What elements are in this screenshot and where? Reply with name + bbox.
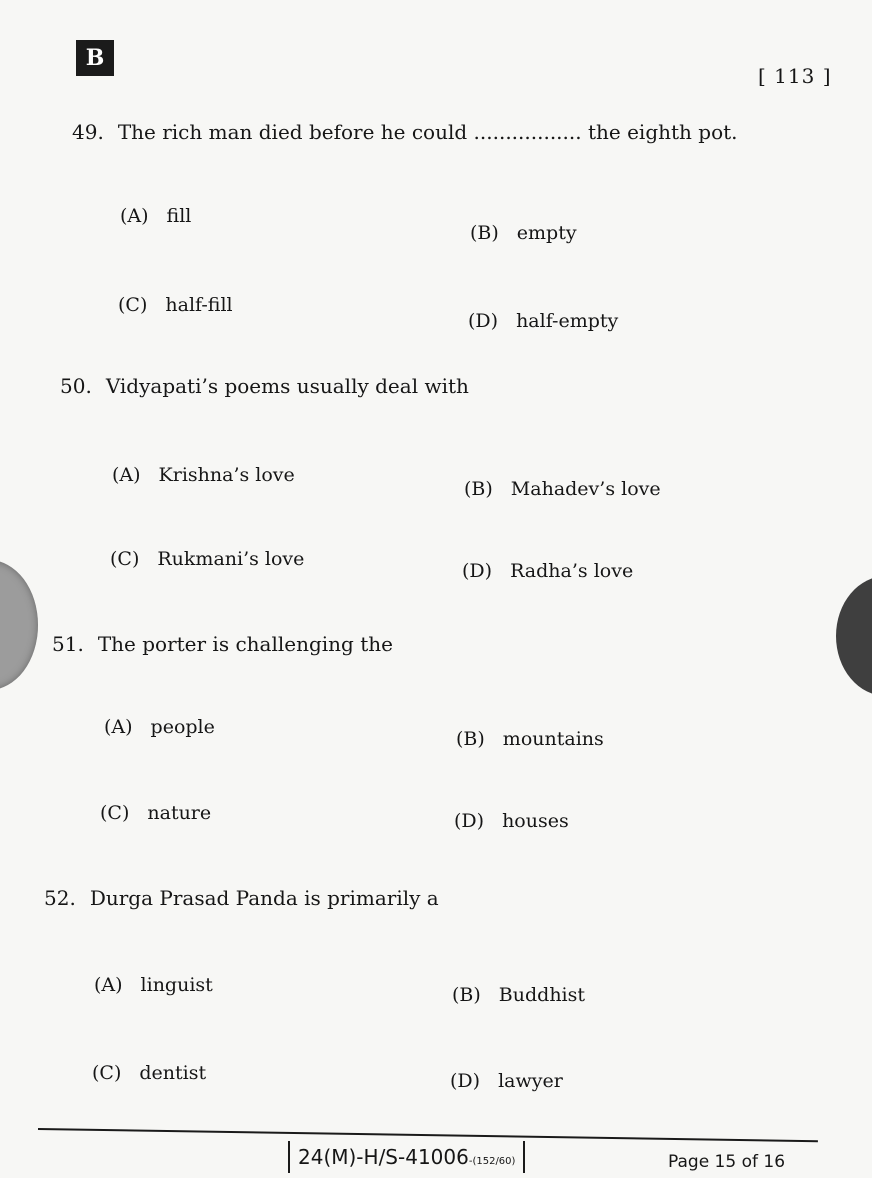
question-text: The porter is challenging the — [97, 632, 393, 656]
option-51-c: (C) nature — [100, 802, 212, 824]
option-51-b: (B) mountains — [456, 728, 604, 750]
option-50-a: (A) Krishna’s love — [112, 464, 295, 486]
option-49-d: (D) half-empty — [468, 310, 619, 332]
page-number: [ 113 ] — [758, 64, 832, 88]
option-52-c: (C) dentist — [92, 1062, 207, 1084]
question-text: The rich man died before he could ................. the eighth pot. — [117, 120, 738, 144]
question-number: 51. — [52, 632, 84, 656]
footer-page-number: Page 15 of 16 — [668, 1152, 786, 1172]
question-52 — [44, 886, 439, 910]
question-text: Vidyapati’s poems usually deal with — [105, 374, 469, 398]
set-badge: B — [76, 40, 114, 76]
punch-hole-left — [0, 560, 38, 690]
option-49-b: (B) empty — [470, 222, 577, 244]
punch-hole-right — [836, 576, 872, 696]
option-51-d: (D) houses — [454, 810, 569, 832]
question-number: 52. — [44, 886, 76, 910]
option-50-c: (C) Rukmani’s love — [110, 548, 305, 570]
option-51-a: (A) people — [104, 716, 215, 738]
paper-code: 24(M)-H/S-41006-(152/60) — [288, 1141, 525, 1173]
question-51 — [52, 632, 393, 656]
option-52-a: (A) linguist — [94, 974, 213, 996]
option-52-d: (D) lawyer — [450, 1070, 563, 1092]
question-number: 49. — [72, 120, 104, 144]
option-50-b: (B) Mahadev’s love — [464, 478, 661, 500]
option-49-a: (A) fill — [120, 205, 192, 227]
question-number: 50. — [60, 374, 92, 398]
option-52-b: (B) Buddhist — [452, 984, 586, 1006]
option-49-c: (C) half-fill — [118, 294, 233, 316]
option-50-d: (D) Radha’s love — [462, 560, 634, 582]
question-text: Durga Prasad Panda is primarily a — [89, 886, 439, 910]
question-50 — [60, 374, 469, 398]
question-49 — [72, 120, 738, 144]
